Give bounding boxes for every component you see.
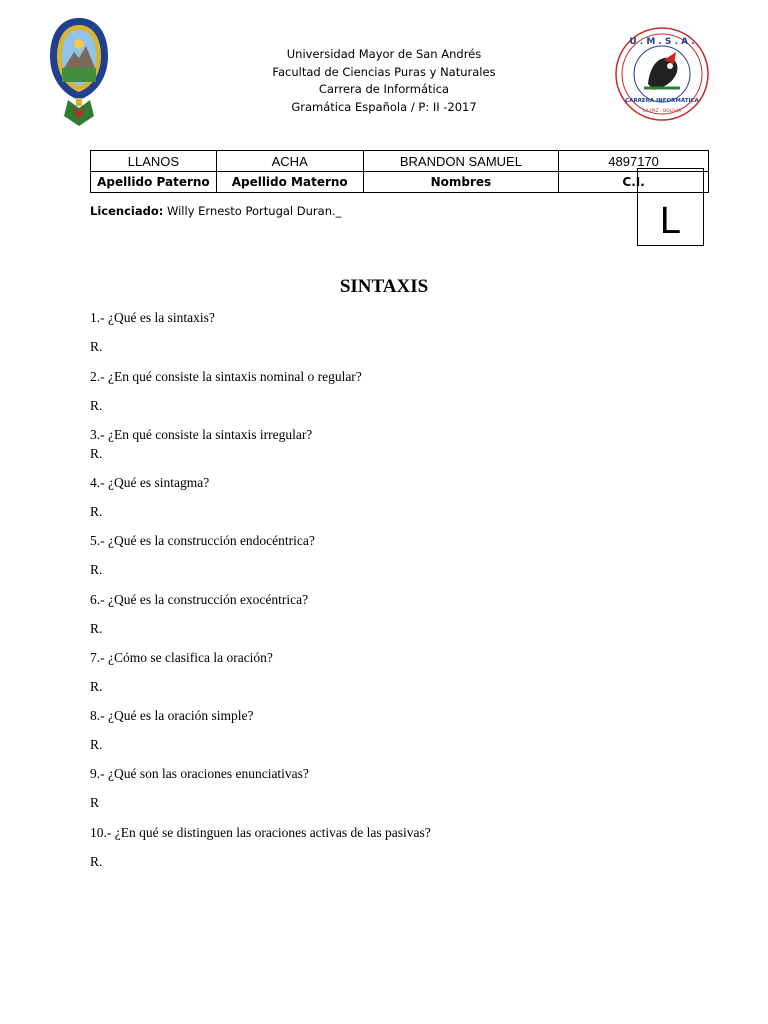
header-faculty: Facultad de Ciencias Puras y Naturales [272,64,496,79]
question-2: 2.- ¿En qué consiste la sintaxis nominal o regular? [90,369,362,384]
answer-10: R. [90,854,103,869]
question-10: 10.- ¿En qué se distinguen las oraciones activas de las pasivas? [90,825,431,840]
question-5: 5.- ¿Qué es la construcción endocéntrica? [90,533,315,548]
answer-2: R. [90,398,103,413]
licenciado-label: Licenciado: [90,204,164,218]
umsa-informatica-logo [614,26,710,122]
licenciado-line [90,204,341,218]
answer-3: R. [90,446,103,461]
logo-right-top-text: U . M . S . A . [629,37,695,47]
nombres-header: Nombres [363,172,559,193]
page-title: SINTAXIS [339,276,429,297]
answer-6: R. [90,621,103,636]
student-info-table [90,150,709,193]
question-8: 8.- ¿Qué es la oración simple? [90,708,254,723]
question-9: 9.- ¿Qué son las oraciones enunciativas? [90,766,309,781]
apellido-paterno-header: Apellido Paterno [91,172,217,193]
answer-5: R. [90,562,103,577]
answer-7: R. [90,679,103,694]
question-1: 1.- ¿Qué es la sintaxis? [90,310,215,325]
header-career: Carrera de Informática [318,82,450,96]
student-headers-row [91,172,709,193]
nombres-value: BRANDON SAMUEL [363,151,559,172]
logo-right-bottom-text: CARRERA INFORMÁTICA [625,98,699,104]
question-4: 4.- ¿Qué es sintagma? [90,475,210,490]
answer-8: R. [90,737,103,752]
student-values-row [91,151,709,172]
answer-9: R [90,795,100,810]
question-3: 3.- ¿En qué consiste la sintaxis irregular? [90,427,313,442]
apellido-materno-value: ACHA [216,151,363,172]
answer-1: R. [90,339,103,354]
apellido-materno-header: Apellido Materno [216,172,363,193]
logo-right-footer-text: LA PAZ - BOLIVIA [642,109,682,114]
grade-box: L [637,168,704,246]
licenciado-name: Willy Ernesto Portugal Duran._ [166,204,342,218]
ci-value: 4897170 [559,151,709,172]
answer-4: R. [90,504,103,519]
document-header [200,46,568,116]
question-6: 6.- ¿Qué es la construcción exocéntrica? [90,592,309,607]
ci-header: C.I. [559,172,709,193]
apellido-paterno-value: LLANOS [91,151,217,172]
university-seal-logo [48,16,110,128]
header-university: Universidad Mayor de San Andrés [286,47,482,61]
question-7: 7.- ¿Cómo se clasifica la oración? [90,650,273,665]
header-course: Gramática Española / P: II -2017 [291,99,477,114]
